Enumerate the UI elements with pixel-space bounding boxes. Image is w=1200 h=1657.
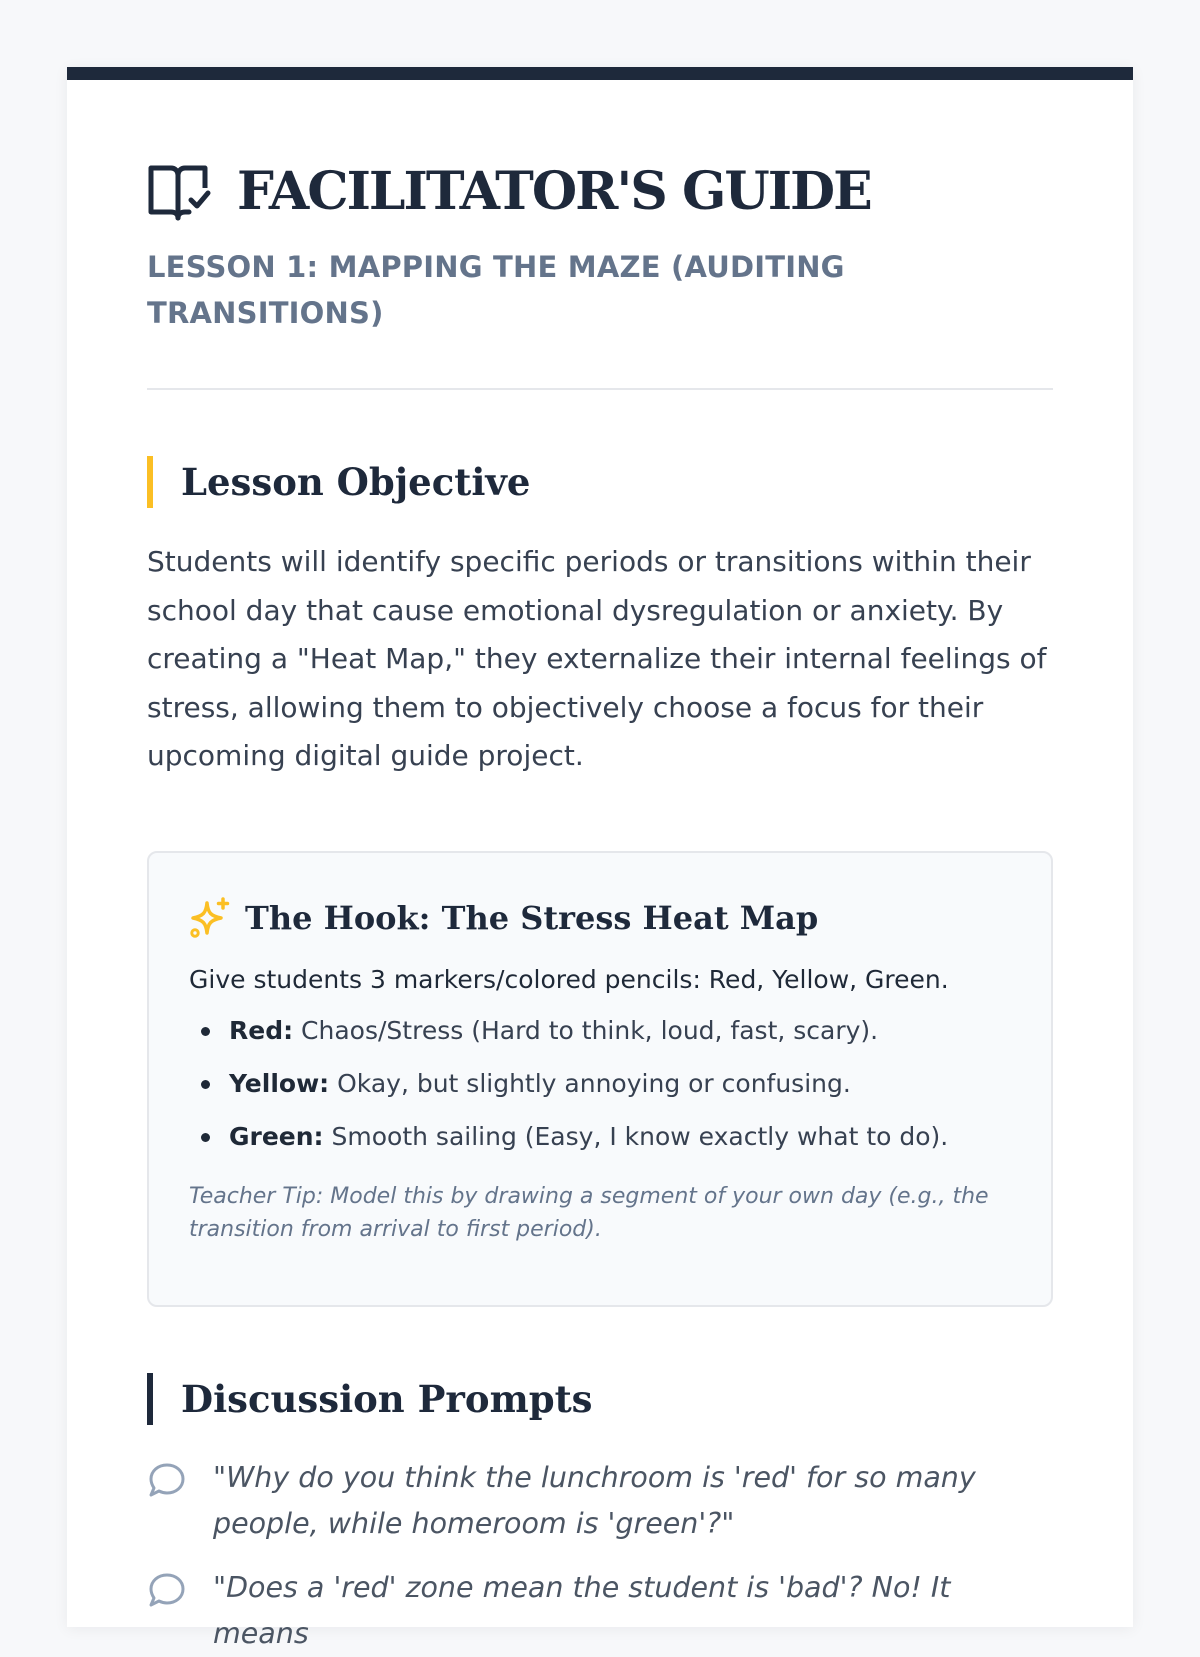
top-accent-bar bbox=[67, 67, 1133, 80]
guide-card bbox=[67, 67, 1133, 1650]
list-item bbox=[147, 1455, 1053, 1547]
bullet-icon bbox=[201, 1080, 210, 1089]
bullet-icon bbox=[201, 1027, 210, 1036]
hook-title: The Hook: The Stress Heat Map bbox=[245, 898, 819, 937]
list-item bbox=[189, 1067, 1011, 1101]
color-key-list bbox=[189, 1014, 1011, 1154]
discussion-prompts bbox=[147, 1455, 1053, 1657]
discussion-heading bbox=[147, 1373, 1053, 1425]
sparkle-icon bbox=[189, 897, 231, 939]
objective-heading bbox=[147, 456, 1053, 508]
list-item-term: Yellow: bbox=[229, 1068, 330, 1098]
book-check-icon bbox=[147, 162, 211, 222]
list-item bbox=[189, 1120, 1011, 1154]
chat-bubble-icon bbox=[147, 1461, 187, 1501]
objective-text: Students will identify specific periods or transitions within their school day that cause emotional dysregulation or anxiety. By creating a "Heat Map," they externalize their internal feelings of stress, allowing them to objectively choose a focus for their upcoming digital guide project. bbox=[147, 545, 1047, 772]
list-item-text: Okay, but slightly annoying or confusing. bbox=[329, 1068, 851, 1098]
list-item-text: Smooth sailing (Easy, I know exactly what to do). bbox=[323, 1121, 949, 1151]
discussion-accent-bar bbox=[147, 1373, 153, 1425]
list-item-term: Red: bbox=[229, 1015, 294, 1045]
list-item bbox=[189, 1014, 1011, 1048]
header-divider bbox=[147, 388, 1053, 390]
bullet-icon bbox=[201, 1133, 210, 1142]
chat-bubble-icon bbox=[147, 1571, 187, 1611]
page-title: FACILITATOR'S GUIDE bbox=[237, 161, 871, 222]
teacher-tip: Teacher Tip: Model this by drawing a segment of your own day (e.g., the transition from arrival to first period). bbox=[189, 1183, 989, 1242]
prompt-text: "Why do you think the lunchroom is 'red' for so many people, while homeroom is 'green'?" bbox=[213, 1460, 976, 1540]
hook-callout bbox=[147, 851, 1053, 1307]
lesson-subtitle: LESSON 1: MAPPING THE MAZE (AUDITING TRANSITIONS) bbox=[147, 250, 845, 330]
objective-accent-bar bbox=[147, 456, 153, 508]
page-header bbox=[147, 162, 1053, 222]
discussion-title: Discussion Prompts bbox=[181, 1376, 593, 1421]
objective-title: Lesson Objective bbox=[181, 460, 531, 504]
prompt-text: "Does a 'red' zone mean the student is 'bad'? No! It means bbox=[213, 1570, 951, 1650]
list-item bbox=[147, 1565, 1053, 1657]
hook-intro: Give students 3 markers/colored pencils: Red, Yellow, Green. bbox=[189, 964, 949, 994]
hook-header bbox=[189, 897, 1011, 939]
list-item-term: Green: bbox=[229, 1121, 324, 1151]
list-item-text: Chaos/Stress (Hard to think, loud, fast, scary). bbox=[293, 1015, 879, 1045]
